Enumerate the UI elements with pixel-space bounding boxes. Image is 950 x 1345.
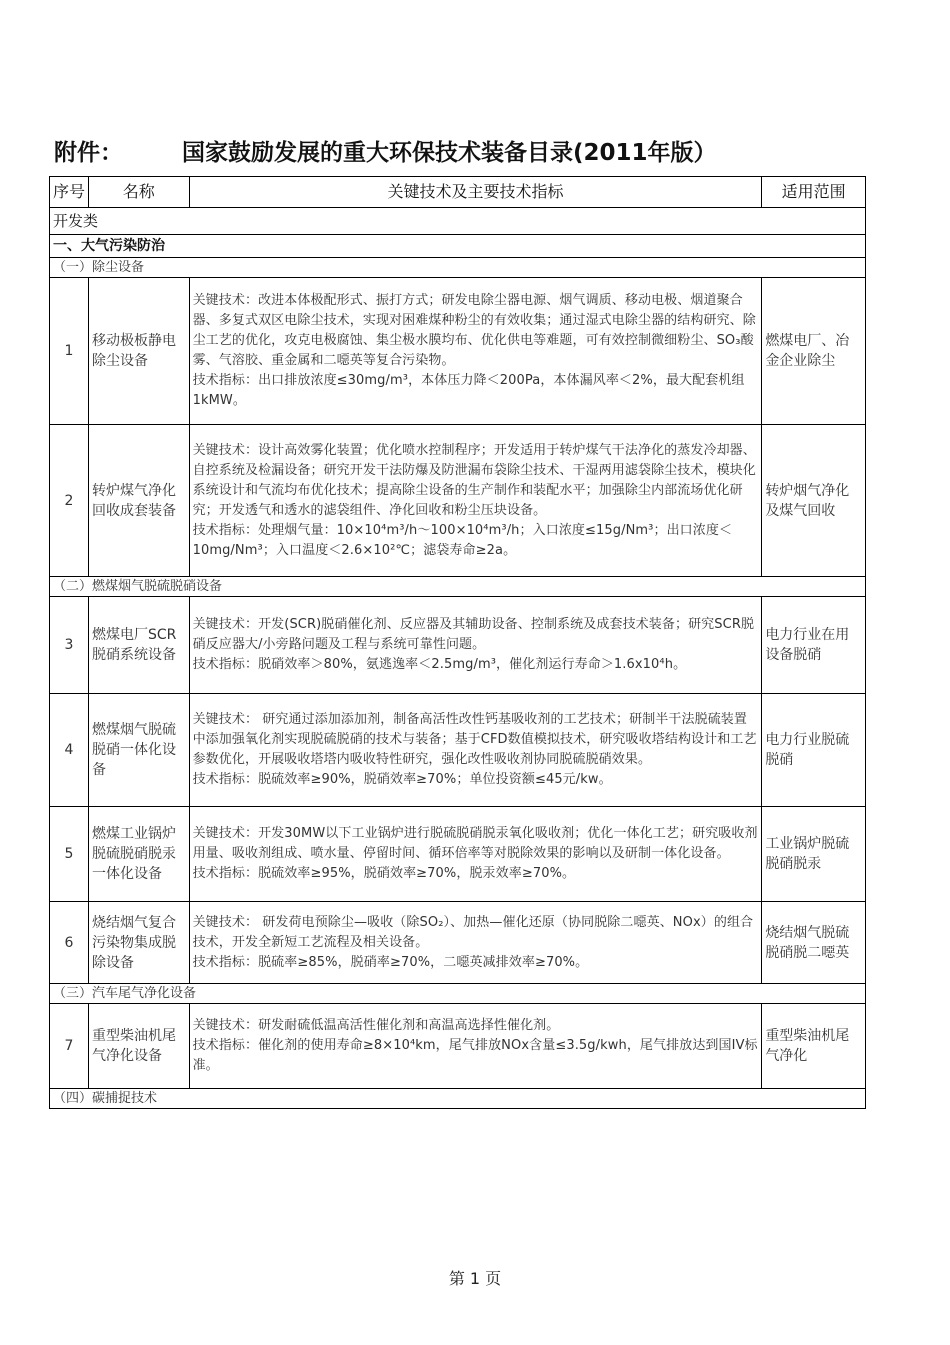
row-name: 重型柴油机尾气净化设备 xyxy=(89,1004,190,1089)
technical-index-text: 技术指标：脱硝效率＞80%，氨逃逸率＜2.5mg/m³，催化剂运行寿命＞1.6x10⁴h。 xyxy=(192,657,687,672)
category-row xyxy=(50,208,866,235)
header-tech: 关键技术及主要技术指标 xyxy=(189,177,762,208)
row-scope: 电力行业在用设备脱硝 xyxy=(762,597,866,694)
subsection-label: （四）碳捕捉技术 xyxy=(50,1089,866,1109)
row-number: 1 xyxy=(50,278,89,425)
row-scope: 重型柴油机尾气净化 xyxy=(762,1004,866,1089)
header-name: 名称 xyxy=(89,177,190,208)
row-scope: 电力行业脱硫脱硝 xyxy=(762,694,866,807)
row-name: 移动极板静电除尘设备 xyxy=(89,278,190,425)
subsection-row xyxy=(50,1089,866,1109)
row-tech xyxy=(189,902,762,984)
equipment-catalog-table xyxy=(49,176,866,1109)
category-label: 开发类 xyxy=(50,208,866,235)
table-row xyxy=(50,597,866,694)
row-number: 3 xyxy=(50,597,89,694)
row-tech xyxy=(189,278,762,425)
subsection-row xyxy=(50,258,866,278)
row-name: 转炉煤气净化回收成套装备 xyxy=(89,425,190,577)
row-number: 4 xyxy=(50,694,89,807)
technical-index-text: 技术指标：脱硫效率≥90%，脱硝效率≥70%；单位投资额≤45元/kw。 xyxy=(192,772,612,787)
document-title: 国家鼓励发展的重大环保技术装备目录(2011年版） xyxy=(182,140,717,166)
key-technology-text: 关键技术：开发(SCR)脱硝催化剂、反应器及其辅助设备、控制系统及成套技术装备；研究SCR脱硝反应器大/小旁路问题及工程与系统可靠性问题。 xyxy=(192,617,755,652)
table-row xyxy=(50,278,866,425)
table-row xyxy=(50,694,866,807)
key-technology-text: 关键技术：研发耐硫低温高活性催化剂和高温高选择性催化剂。 xyxy=(192,1018,560,1033)
row-name: 烧结烟气复合污染物集成脱除设备 xyxy=(89,902,190,984)
row-name: 燃煤电厂SCR脱硝系统设备 xyxy=(89,597,190,694)
technical-index-text: 技术指标：处理烟气量：10×10⁴m³/h～100×10⁴m³/h；入口浓度≤15g/Nm³；出口浓度＜10mg/Nm³；入口温度＜2.6×10²℃；滤袋寿命≥2a。 xyxy=(192,522,733,558)
row-scope: 工业锅炉脱硫脱硝脱汞 xyxy=(762,807,866,902)
subsection-label: （三）汽车尾气净化设备 xyxy=(50,984,866,1004)
technical-index-text: 技术指标：出口排放浓度≤30mg/m³，本体压力降＜200Pa，本体漏风率＜2%，最大配套机组1kMW。 xyxy=(192,373,745,408)
row-name: 燃煤工业锅炉脱硫脱硝脱汞一体化设备 xyxy=(89,807,190,902)
row-tech xyxy=(189,597,762,694)
key-technology-text: 关键技术： 研究通过添加添加剂，制备高活性改性钙基吸收剂的工艺技术；研制半干法脱硫装置中添加强氧化剂实现脱硫脱硝的技术与装备；基于CFD数值模拟技术，研究吸收塔结构设计和工艺参数优化，开展吸收塔塔内吸收特性研究，强化改性吸收剂协同脱硫脱硝效果。 xyxy=(192,712,757,767)
row-number: 5 xyxy=(50,807,89,902)
subsection-row xyxy=(50,577,866,597)
subsection-label: （二）燃煤烟气脱硫脱硝设备 xyxy=(50,577,866,597)
table-header-row xyxy=(50,177,866,208)
row-number: 6 xyxy=(50,902,89,984)
key-technology-text: 关键技术：设计高效雾化装置；优化喷水控制程序；开发适用于转炉煤气干法净化的蒸发冷却器、自控系统及检漏设备；研究开发干法防爆及防泄漏布袋除尘技术、干湿两用滤袋除尘技术，模块化系统设计和气流均布优化技术；提高除尘设备的生产制作和装配水平；加强除尘内部流场优化研究；开发透气和透水的滤袋组件、净化回收和粉尘压块设备。 xyxy=(192,442,756,518)
row-scope: 烧结烟气脱硫脱硝脱二噁英 xyxy=(762,902,866,984)
section-label: 一、大气污染防治 xyxy=(50,235,866,258)
header-no: 序号 xyxy=(50,177,89,208)
technical-index-text: 技术指标：催化剂的使用寿命≥8×10⁴km，尾气排放NOx含量≤3.5g/kwh，尾气排放达到国IV标准。 xyxy=(192,1038,758,1073)
key-technology-text: 关键技术：开发30MW以下工业锅炉进行脱硫脱硝脱汞氧化吸收剂；优化一体化工艺；研究吸收剂用量、吸收剂组成、喷水量、停留时间、循环倍率等对脱除效果的影响以及研制一体化设备。 xyxy=(192,826,758,861)
page-number: 第 1 页 xyxy=(448,1269,502,1288)
attachment-label: 附件： xyxy=(54,140,123,166)
row-tech xyxy=(189,807,762,902)
technical-index-text: 技术指标：脱硫效率≥95%，脱硝效率≥70%，脱汞效率≥70%。 xyxy=(192,866,576,881)
row-scope: 转炉烟气净化及煤气回收 xyxy=(762,425,866,577)
row-number: 7 xyxy=(50,1004,89,1089)
table-row xyxy=(50,807,866,902)
table-row xyxy=(50,425,866,577)
subsection-label: （一）除尘设备 xyxy=(50,258,866,278)
subsection-row xyxy=(50,984,866,1004)
row-scope: 燃煤电厂、冶金企业除尘 xyxy=(762,278,866,425)
key-technology-text: 关键技术： 研发荷电预除尘—吸收（除SO₂）、加热—催化还原（协同脱除二噁英、NOx）的组合技术，开发全新短工艺流程及相关设备。 xyxy=(192,914,754,950)
section-row xyxy=(50,235,866,258)
table-row xyxy=(50,1004,866,1089)
document-title-bar xyxy=(54,134,910,167)
technical-index-text: 技术指标：脱硫率≥85%，脱硝率≥70%，二噁英减排效率≥70%。 xyxy=(192,954,589,970)
row-name: 燃煤烟气脱硫脱硝一体化设备 xyxy=(89,694,190,807)
row-tech xyxy=(189,1004,762,1089)
row-tech xyxy=(189,425,762,577)
row-number: 2 xyxy=(50,425,89,577)
key-technology-text: 关键技术：改进本体极配形式、振打方式；研发电除尘器电源、烟气调质、移动电极、烟道聚合器、多复式双区电除尘技术，实现对困难煤种粉尘的有效收集；通过湿式电除尘器的结构研究、除尘工艺的优化，攻克电极腐蚀、集尘极水膜均布、优化供电等难题，可有效控制微细粉尘、SO₃酸雾、气溶胶、重金属和二噁英等复合污染物。 xyxy=(192,293,756,368)
table-row xyxy=(50,902,866,984)
header-scope: 适用范围 xyxy=(762,177,866,208)
row-tech xyxy=(189,694,762,807)
